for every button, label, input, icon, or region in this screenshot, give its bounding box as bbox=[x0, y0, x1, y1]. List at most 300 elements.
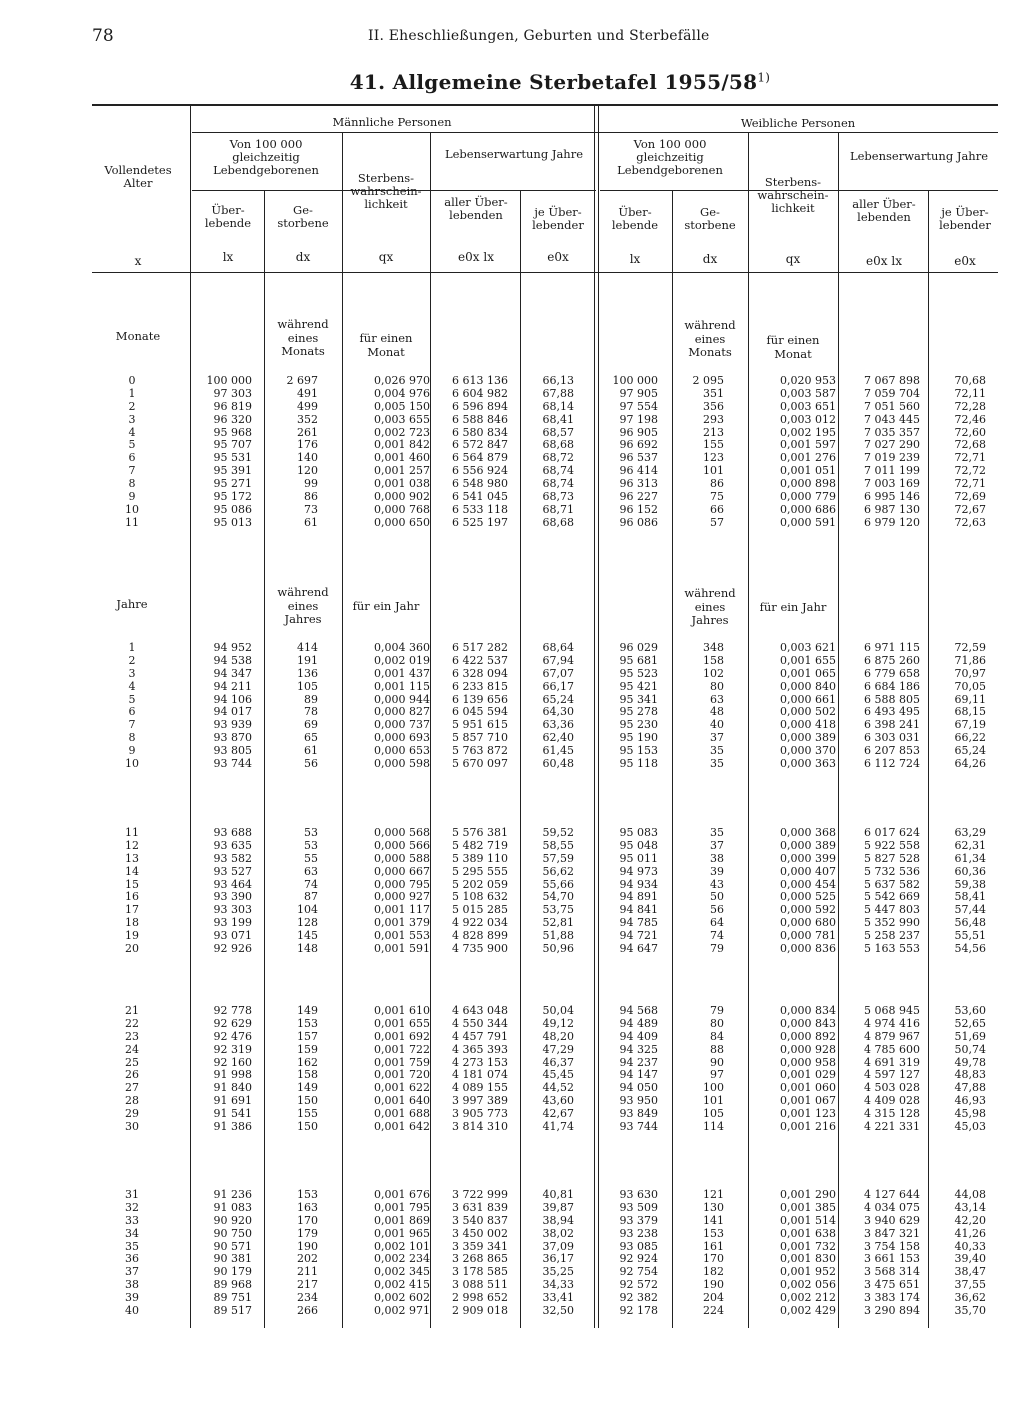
age-cell: 15 bbox=[125, 877, 139, 891]
male-total-life-years-cell: 6 233 815 bbox=[452, 679, 508, 693]
male-survivors-cell: 90 179 bbox=[213, 1265, 252, 1279]
male-deaths-cell: 87 bbox=[304, 890, 318, 904]
male-deaths-cell: 105 bbox=[297, 679, 318, 693]
male-life-expectancy-cell: 37,09 bbox=[542, 1239, 574, 1253]
female-total-life-years-cell: 6 779 658 bbox=[864, 666, 920, 680]
female-probability-cell: 0,000 454 bbox=[780, 877, 836, 891]
male-total-life-years-cell: 3 722 999 bbox=[452, 1188, 508, 1201]
male-survivors-cell: 95 531 bbox=[213, 451, 252, 465]
age-cell: 31 bbox=[125, 1188, 139, 1201]
female-life-expectancy-cell: 58,41 bbox=[954, 890, 986, 904]
male-survivors-cell: 90 381 bbox=[213, 1252, 252, 1266]
male-total-life-years-cell: 2 909 018 bbox=[452, 1304, 508, 1318]
male-probability-cell: 0,000 795 bbox=[374, 877, 430, 891]
male-probability-cell: 0,001 720 bbox=[374, 1068, 430, 1082]
male-deaths-cell: 128 bbox=[297, 916, 318, 930]
age-cell: 24 bbox=[125, 1042, 139, 1056]
female-survivors-cell: 95 153 bbox=[619, 744, 658, 758]
female-deaths-cell: 101 bbox=[703, 1094, 724, 1108]
female-survivors-cell: 93 744 bbox=[619, 1120, 658, 1134]
table-row bbox=[92, 655, 1002, 668]
male-deaths-cell: 99 bbox=[304, 477, 318, 491]
male-probability-cell: 0,004 976 bbox=[374, 386, 430, 400]
female-life-expectancy-cell: 54,56 bbox=[954, 942, 986, 956]
female-deaths-cell: 37 bbox=[710, 731, 724, 745]
female-per-survivor-header: je Über-lebender bbox=[939, 205, 991, 232]
data-block-years-21-30 bbox=[92, 1005, 1002, 1134]
female-survivors-cell: 95 341 bbox=[619, 692, 658, 706]
female-total-life-years-cell: 4 127 644 bbox=[864, 1188, 920, 1201]
female-life-expectancy-cell: 47,88 bbox=[954, 1081, 986, 1095]
male-deaths-cell: 163 bbox=[297, 1200, 318, 1214]
male-total-life-years-cell: 5 576 381 bbox=[452, 826, 508, 839]
male-survivors-cell: 93 744 bbox=[213, 757, 252, 771]
male-probability-cell: 0,000 667 bbox=[374, 864, 430, 878]
male-life-expectancy-cell: 59,52 bbox=[542, 826, 574, 839]
female-probability-cell: 0,001 276 bbox=[780, 451, 836, 465]
female-survivors-cell: 94 489 bbox=[619, 1016, 658, 1030]
male-probability-cell: 0,002 101 bbox=[374, 1239, 430, 1253]
female-life-expectancy-cell: 45,03 bbox=[954, 1120, 986, 1134]
male-deaths-cell: 153 bbox=[297, 1016, 318, 1030]
male-survivors-cell: 93 303 bbox=[213, 903, 252, 917]
female-life-expectancy-cell: 70,97 bbox=[954, 666, 986, 680]
table-row bbox=[92, 1018, 1002, 1031]
male-life-expectancy-cell: 47,29 bbox=[542, 1042, 574, 1056]
male-cohort-header: Von 100 000 gleichzeitig Lebendgeborenen bbox=[213, 137, 319, 177]
female-probability-cell: 0,001 732 bbox=[780, 1239, 836, 1253]
male-probability-cell: 0,001 869 bbox=[374, 1213, 430, 1227]
data-block-years-11-20 bbox=[92, 827, 1002, 956]
male-deaths-cell: 120 bbox=[297, 464, 318, 478]
male-total-life-years-cell: 3 997 389 bbox=[452, 1094, 508, 1108]
months-section-label: Monate bbox=[115, 329, 161, 343]
age-cell: 2 bbox=[128, 399, 136, 413]
female-probability-cell: 0,001 216 bbox=[780, 1120, 836, 1134]
male-survivors-cell: 91 541 bbox=[213, 1107, 252, 1121]
female-deaths-cell: 161 bbox=[703, 1239, 724, 1253]
male-probability-cell: 0,002 971 bbox=[374, 1304, 430, 1318]
male-deaths-cell: 266 bbox=[297, 1304, 318, 1318]
female-survivors-cell: 92 382 bbox=[619, 1291, 658, 1305]
male-deaths-cell: 61 bbox=[304, 515, 318, 529]
female-total-life-years-cell: 7 059 704 bbox=[864, 386, 920, 400]
male-total-life-years-cell: 3 178 585 bbox=[452, 1265, 508, 1279]
female-life-expectancy-cell: 55,51 bbox=[954, 929, 986, 943]
male-survivors-cell: 100 000 bbox=[206, 374, 252, 387]
table-row bbox=[92, 414, 1002, 427]
female-life-expectancy-cell: 38,47 bbox=[954, 1265, 986, 1279]
female-deaths-cell: 141 bbox=[703, 1213, 724, 1227]
female-life-expectancy-cell: 45,98 bbox=[954, 1107, 986, 1121]
female-deaths-cell: 100 bbox=[703, 1081, 724, 1095]
table-row bbox=[92, 1005, 1002, 1018]
female-deaths-cell: 90 bbox=[710, 1055, 724, 1069]
female-years-deaths-note: während eines Jahres bbox=[684, 586, 736, 627]
female-deaths-cell: 80 bbox=[710, 1016, 724, 1030]
female-months-deaths-note: während eines Monats bbox=[684, 318, 736, 359]
female-probability-cell: 0,001 597 bbox=[780, 438, 836, 452]
female-survivors-cell: 95 681 bbox=[619, 653, 658, 667]
female-life-expectancy-cell: 52,65 bbox=[954, 1016, 986, 1030]
female-life-expectancy-cell: 70,05 bbox=[954, 679, 986, 693]
male-deaths-cell: 179 bbox=[297, 1226, 318, 1240]
age-cell: 2 bbox=[128, 653, 136, 667]
male-life-expectancy-cell: 41,74 bbox=[542, 1120, 574, 1134]
female-survivors-cell: 94 785 bbox=[619, 916, 658, 930]
female-life-expectancy-cell: 71,86 bbox=[954, 653, 986, 667]
male-total-life-years-cell: 3 814 310 bbox=[452, 1120, 508, 1134]
male-deaths-cell: 211 bbox=[297, 1265, 318, 1279]
female-probability-cell: 0,000 661 bbox=[780, 692, 836, 706]
male-survivors-cell: 89 751 bbox=[213, 1291, 252, 1305]
male-survivors-cell: 93 805 bbox=[213, 744, 252, 758]
male-survivors-cell: 94 347 bbox=[213, 666, 252, 680]
female-total-life-years-cell: 6 112 724 bbox=[864, 757, 920, 771]
age-cell: 28 bbox=[125, 1094, 139, 1108]
male-life-expectancy-cell: 68,74 bbox=[542, 464, 574, 478]
male-survivors-cell: 95 172 bbox=[213, 490, 252, 504]
female-probability-cell: 0,001 638 bbox=[780, 1226, 836, 1240]
female-life-expectancy-cell: 56,48 bbox=[954, 916, 986, 930]
male-deaths-cell: 158 bbox=[297, 1068, 318, 1082]
male-probability-cell: 0,002 723 bbox=[374, 425, 430, 439]
male-deaths-cell: 149 bbox=[297, 1004, 318, 1017]
male-life-expectancy-cell: 68,74 bbox=[542, 477, 574, 491]
male-all-survivors-header: aller Über-lebenden bbox=[444, 195, 508, 222]
female-life-expectancy-cell: 53,60 bbox=[954, 1004, 986, 1017]
male-survivors-cell: 93 939 bbox=[213, 718, 252, 732]
female-deaths-cell: 213 bbox=[703, 425, 724, 439]
female-total-life-years-cell: 3 475 651 bbox=[864, 1278, 920, 1292]
female-survivors-cell: 96 414 bbox=[619, 464, 658, 478]
male-deaths-cell: 56 bbox=[304, 757, 318, 771]
female-deaths-cell: 35 bbox=[710, 757, 724, 771]
female-survivors-cell: 96 086 bbox=[619, 515, 658, 529]
male-survivors-cell: 93 464 bbox=[213, 877, 252, 891]
male-total-life-years-cell: 5 951 615 bbox=[452, 718, 508, 732]
female-life-expectancy-cell: 72,11 bbox=[954, 386, 986, 400]
male-life-expectancy-cell: 51,88 bbox=[542, 929, 574, 943]
female-probability-cell: 0,000 680 bbox=[780, 916, 836, 930]
female-total-life-years-cell: 6 995 146 bbox=[864, 490, 920, 504]
female-total-life-years-cell: 5 827 528 bbox=[864, 851, 920, 865]
female-total-life-years-cell: 3 290 894 bbox=[864, 1304, 920, 1318]
table-row bbox=[92, 943, 1002, 956]
male-life-expectancy-cell: 66,13 bbox=[542, 374, 574, 387]
female-deaths-cell: 75 bbox=[710, 490, 724, 504]
female-total-life-years-cell: 4 974 416 bbox=[864, 1016, 920, 1030]
female-life-expectancy-cell: 65,24 bbox=[954, 744, 986, 758]
male-total-life-years-cell: 6 533 118 bbox=[452, 502, 508, 516]
male-survivors-cell: 95 391 bbox=[213, 464, 252, 478]
female-deaths-cell: 43 bbox=[710, 877, 724, 891]
male-total-life-years-cell: 6 045 594 bbox=[452, 705, 508, 719]
age-cell: 4 bbox=[128, 679, 136, 693]
age-cell: 20 bbox=[125, 942, 139, 956]
male-probability-cell: 0,002 234 bbox=[374, 1252, 430, 1266]
male-survivors-cell: 93 527 bbox=[213, 864, 252, 878]
male-deaths-header: Ge-storbene bbox=[277, 203, 329, 230]
male-life-expectancy-cell: 43,60 bbox=[542, 1094, 574, 1108]
female-total-life-years-cell: 5 922 558 bbox=[864, 838, 920, 852]
male-deaths-cell: 140 bbox=[297, 451, 318, 465]
female-total-life-years-cell: 6 493 495 bbox=[864, 705, 920, 719]
male-survivors-cell: 92 319 bbox=[213, 1042, 252, 1056]
female-total-life-years-cell: 5 542 669 bbox=[864, 890, 920, 904]
age-cell: 39 bbox=[125, 1291, 139, 1305]
male-life-expectancy-cell: 52,81 bbox=[542, 916, 574, 930]
male-probability-cell: 0,001 460 bbox=[374, 451, 430, 465]
female-deaths-cell: 56 bbox=[710, 903, 724, 917]
female-probability-cell: 0,003 621 bbox=[780, 641, 836, 654]
female-deaths-cell: 86 bbox=[710, 477, 724, 491]
female-survivors-cell: 100 000 bbox=[612, 374, 658, 387]
male-life-expectancy-cell: 40,81 bbox=[542, 1188, 574, 1201]
male-deaths-cell: 86 bbox=[304, 490, 318, 504]
female-life-expectancy-cell: 72,46 bbox=[954, 412, 986, 426]
age-column-header: Vollendetes Alter bbox=[104, 163, 172, 190]
male-life-expectancy-cell: 44,52 bbox=[542, 1081, 574, 1095]
female-probability-cell: 0,001 385 bbox=[780, 1200, 836, 1214]
age-cell: 4 bbox=[128, 425, 136, 439]
female-probability-cell: 0,001 051 bbox=[780, 464, 836, 478]
male-total-life-years-cell: 6 556 924 bbox=[452, 464, 508, 478]
age-cell: 7 bbox=[128, 464, 136, 478]
male-total-life-years-cell: 6 572 847 bbox=[452, 438, 508, 452]
age-cell: 17 bbox=[125, 903, 139, 917]
female-survivors-cell: 97 198 bbox=[619, 412, 658, 426]
male-deaths-cell: 53 bbox=[304, 826, 318, 839]
male-probability-cell: 0,002 415 bbox=[374, 1278, 430, 1292]
symbol-male-ex: e0x bbox=[547, 250, 569, 264]
male-total-life-years-cell: 6 328 094 bbox=[452, 666, 508, 680]
female-total-life-years-cell: 4 691 319 bbox=[864, 1055, 920, 1069]
female-total-life-years-cell: 6 971 115 bbox=[864, 641, 920, 654]
age-cell: 10 bbox=[125, 502, 139, 516]
female-life-expectancy-cell: 41,26 bbox=[954, 1226, 986, 1240]
male-probability-cell: 0,000 588 bbox=[374, 851, 430, 865]
female-life-expectancy-cell: 72,71 bbox=[954, 477, 986, 491]
female-survivors-cell: 95 190 bbox=[619, 731, 658, 745]
female-survivors-cell: 95 083 bbox=[619, 826, 658, 839]
female-probability-cell: 0,002 195 bbox=[780, 425, 836, 439]
female-probability-cell: 0,000 502 bbox=[780, 705, 836, 719]
male-total-life-years-cell: 4 550 344 bbox=[452, 1016, 508, 1030]
male-deaths-cell: 491 bbox=[297, 386, 318, 400]
male-total-life-years-cell: 4 922 034 bbox=[452, 916, 508, 930]
male-probability-cell: 0,005 150 bbox=[374, 399, 430, 413]
male-deaths-cell: 234 bbox=[297, 1291, 318, 1305]
female-deaths-cell: 39 bbox=[710, 864, 724, 878]
male-total-life-years-cell: 4 735 900 bbox=[452, 942, 508, 956]
female-survivors-cell: 94 647 bbox=[619, 942, 658, 956]
male-life-expectancy-cell: 48,20 bbox=[542, 1029, 574, 1043]
male-survivors-cell: 93 635 bbox=[213, 838, 252, 852]
male-life-expectancy-cell: 36,17 bbox=[542, 1252, 574, 1266]
female-months-prob-note: für einen Monat bbox=[766, 333, 820, 361]
female-life-expectancy-cell: 72,69 bbox=[954, 490, 986, 504]
female-probability-cell: 0,000 958 bbox=[780, 1055, 836, 1069]
age-cell: 29 bbox=[125, 1107, 139, 1121]
female-probability-cell: 0,001 060 bbox=[780, 1081, 836, 1095]
age-cell: 6 bbox=[128, 705, 136, 719]
female-survivors-cell: 93 630 bbox=[619, 1188, 658, 1201]
female-deaths-cell: 57 bbox=[710, 515, 724, 529]
female-total-life-years-cell: 6 875 260 bbox=[864, 653, 920, 667]
table-row bbox=[92, 1228, 1002, 1241]
female-life-expectancy-cell: 66,22 bbox=[954, 731, 986, 745]
female-deaths-cell: 153 bbox=[703, 1226, 724, 1240]
male-life-expectancy-cell: 68,14 bbox=[542, 399, 574, 413]
male-survivors-cell: 91 998 bbox=[213, 1068, 252, 1082]
female-probability-cell: 0,000 525 bbox=[780, 890, 836, 904]
age-cell: 1 bbox=[128, 386, 136, 400]
male-deaths-cell: 191 bbox=[297, 653, 318, 667]
age-cell: 33 bbox=[125, 1213, 139, 1227]
female-survivors-header: Über-lebende bbox=[611, 205, 659, 232]
female-probability-cell: 0,001 952 bbox=[780, 1265, 836, 1279]
male-prob-header: Sterbens-wahrschein-lichkeit bbox=[350, 171, 422, 211]
symbol-male-qx: qx bbox=[378, 250, 394, 264]
male-survivors-cell: 94 538 bbox=[213, 653, 252, 667]
female-total-life-years-cell: 7 011 199 bbox=[864, 464, 920, 478]
male-total-life-years-cell: 6 604 982 bbox=[452, 386, 508, 400]
table-row bbox=[92, 504, 1002, 517]
table-row bbox=[92, 1121, 1002, 1134]
age-cell: 12 bbox=[125, 838, 139, 852]
male-per-survivor-header: je Über-lebender bbox=[532, 205, 584, 232]
male-total-life-years-cell: 5 108 632 bbox=[452, 890, 508, 904]
male-probability-cell: 0,001 038 bbox=[374, 477, 430, 491]
female-life-expectancy-cell: 35,70 bbox=[954, 1304, 986, 1318]
male-survivors-cell: 92 629 bbox=[213, 1016, 252, 1030]
male-total-life-years-cell: 3 359 341 bbox=[452, 1239, 508, 1253]
female-total-life-years-cell: 6 398 241 bbox=[864, 718, 920, 732]
female-probability-cell: 0,000 892 bbox=[780, 1029, 836, 1043]
male-total-life-years-cell: 6 525 197 bbox=[452, 515, 508, 529]
male-deaths-cell: 150 bbox=[297, 1120, 318, 1134]
male-months-prob-note: für einen Monat bbox=[359, 331, 413, 359]
female-life-expectancy-cell: 61,34 bbox=[954, 851, 986, 865]
female-deaths-cell: 84 bbox=[710, 1029, 724, 1043]
female-life-expectancy-cell: 40,33 bbox=[954, 1239, 986, 1253]
table-row bbox=[92, 375, 1002, 388]
male-life-expectancy-cell: 68,41 bbox=[542, 412, 574, 426]
male-group-header: Männliche Personen bbox=[332, 115, 452, 129]
male-total-life-years-cell: 6 422 537 bbox=[452, 653, 508, 667]
female-probability-cell: 0,002 429 bbox=[780, 1304, 836, 1318]
female-probability-cell: 0,000 370 bbox=[780, 744, 836, 758]
female-life-expectancy-cell: 72,59 bbox=[954, 641, 986, 654]
female-total-life-years-cell: 3 661 153 bbox=[864, 1252, 920, 1266]
female-deaths-cell: 123 bbox=[703, 451, 724, 465]
male-probability-cell: 0,001 379 bbox=[374, 916, 430, 930]
male-life-expectancy-cell: 62,40 bbox=[542, 731, 574, 745]
female-life-expectancy-cell: 64,26 bbox=[954, 757, 986, 771]
table-row bbox=[92, 1031, 1002, 1044]
male-life-expectancy-cell: 33,41 bbox=[542, 1291, 574, 1305]
female-probability-cell: 0,002 056 bbox=[780, 1278, 836, 1292]
male-survivors-cell: 91 386 bbox=[213, 1120, 252, 1134]
female-probability-cell: 0,000 389 bbox=[780, 731, 836, 745]
male-life-exp-header: Lebenserwartung Jahre bbox=[444, 147, 584, 161]
male-probability-cell: 0,001 842 bbox=[374, 438, 430, 452]
male-life-expectancy-cell: 64,30 bbox=[542, 705, 574, 719]
male-deaths-cell: 89 bbox=[304, 692, 318, 706]
female-life-expectancy-cell: 69,11 bbox=[954, 692, 986, 706]
male-total-life-years-cell: 5 202 059 bbox=[452, 877, 508, 891]
male-deaths-cell: 155 bbox=[297, 1107, 318, 1121]
female-life-expectancy-cell: 48,83 bbox=[954, 1068, 986, 1082]
male-deaths-cell: 136 bbox=[297, 666, 318, 680]
table-row bbox=[92, 642, 1002, 655]
female-probability-cell: 0,000 781 bbox=[780, 929, 836, 943]
male-life-expectancy-cell: 63,36 bbox=[542, 718, 574, 732]
female-survivors-cell: 95 048 bbox=[619, 838, 658, 852]
male-life-expectancy-cell: 68,68 bbox=[542, 515, 574, 529]
female-survivors-cell: 95 011 bbox=[619, 851, 658, 865]
female-deaths-cell: 204 bbox=[703, 1291, 724, 1305]
female-life-expectancy-cell: 72,28 bbox=[954, 399, 986, 413]
female-deaths-cell: 37 bbox=[710, 838, 724, 852]
female-total-life-years-cell: 5 447 803 bbox=[864, 903, 920, 917]
male-probability-cell: 0,001 759 bbox=[374, 1055, 430, 1069]
symbol-male-dx: dx bbox=[295, 250, 311, 264]
female-deaths-cell: 105 bbox=[703, 1107, 724, 1121]
male-life-expectancy-cell: 46,37 bbox=[542, 1055, 574, 1069]
female-total-life-years-cell: 7 035 357 bbox=[864, 425, 920, 439]
female-life-expectancy-cell: 57,44 bbox=[954, 903, 986, 917]
female-life-exp-header: Lebenserwartung Jahre bbox=[849, 149, 989, 163]
female-life-expectancy-cell: 70,68 bbox=[954, 374, 986, 387]
female-deaths-cell: 79 bbox=[710, 1004, 724, 1017]
male-survivors-cell: 92 926 bbox=[213, 942, 252, 956]
female-life-expectancy-cell: 72,68 bbox=[954, 438, 986, 452]
male-life-expectancy-cell: 45,45 bbox=[542, 1068, 574, 1082]
male-survivors-cell: 90 750 bbox=[213, 1226, 252, 1240]
female-years-prob-note: für ein Jahr bbox=[759, 600, 827, 614]
male-total-life-years-cell: 5 295 555 bbox=[452, 864, 508, 878]
female-probability-cell: 0,000 399 bbox=[780, 851, 836, 865]
female-total-life-years-cell: 4 503 028 bbox=[864, 1081, 920, 1095]
male-total-life-years-cell: 4 828 899 bbox=[452, 929, 508, 943]
male-probability-cell: 0,002 602 bbox=[374, 1291, 430, 1305]
male-deaths-cell: 145 bbox=[297, 929, 318, 943]
female-deaths-cell: 79 bbox=[710, 942, 724, 956]
female-deaths-cell: 38 bbox=[710, 851, 724, 865]
male-total-life-years-cell: 6 548 980 bbox=[452, 477, 508, 491]
female-deaths-cell: 101 bbox=[703, 464, 724, 478]
female-deaths-cell: 170 bbox=[703, 1252, 724, 1266]
female-total-life-years-cell: 4 315 128 bbox=[864, 1107, 920, 1121]
age-cell: 36 bbox=[125, 1252, 139, 1266]
running-head: II. Eheschließungen, Geburten und Sterbefälle bbox=[368, 28, 710, 44]
female-group-header: Weibliche Personen bbox=[740, 116, 856, 130]
female-deaths-cell: 2 095 bbox=[692, 374, 724, 387]
male-survivors-cell: 94 952 bbox=[213, 641, 252, 654]
male-deaths-cell: 217 bbox=[297, 1278, 318, 1292]
male-deaths-cell: 55 bbox=[304, 851, 318, 865]
female-deaths-cell: 50 bbox=[710, 890, 724, 904]
male-total-life-years-cell: 6 517 282 bbox=[452, 641, 508, 654]
female-probability-cell: 0,000 928 bbox=[780, 1042, 836, 1056]
male-life-expectancy-cell: 68,57 bbox=[542, 425, 574, 439]
symbol-male-lx: lx bbox=[222, 250, 234, 264]
female-survivors-cell: 94 721 bbox=[619, 929, 658, 943]
age-cell: 5 bbox=[128, 692, 136, 706]
female-survivors-cell: 96 029 bbox=[619, 641, 658, 654]
